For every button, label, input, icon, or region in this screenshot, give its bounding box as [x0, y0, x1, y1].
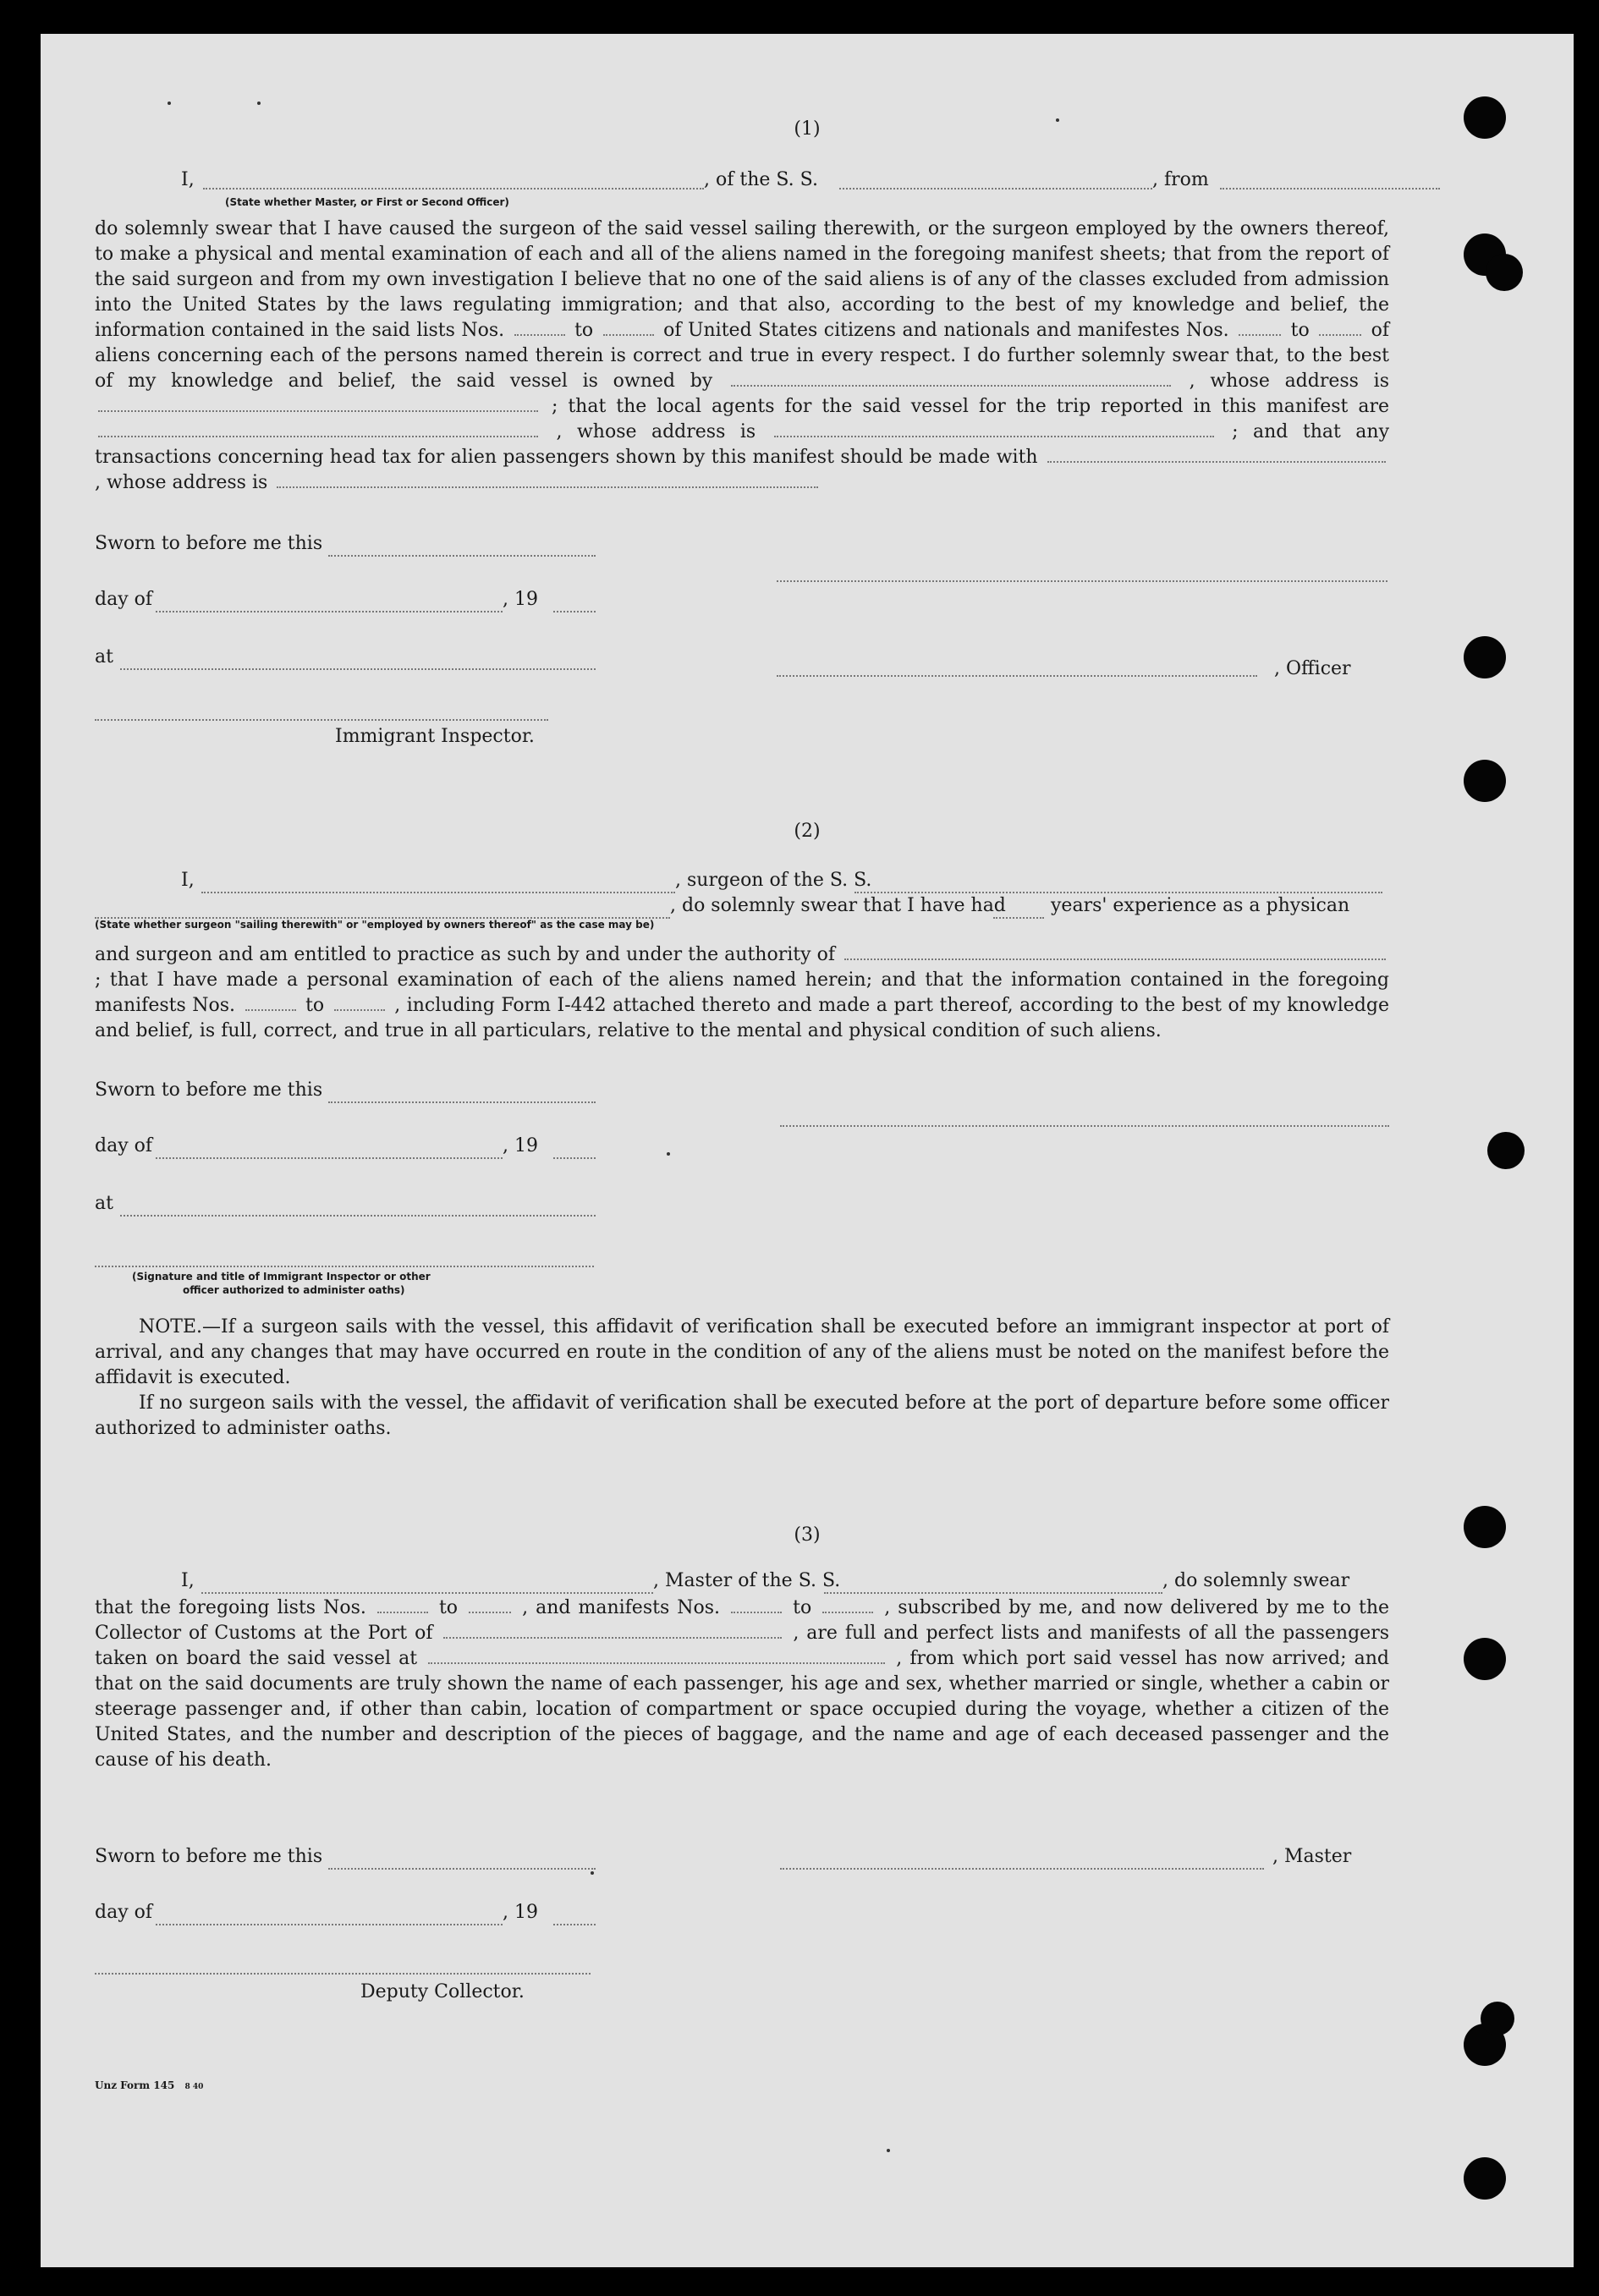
- port-field[interactable]: [443, 1637, 782, 1639]
- year-field-2[interactable]: [553, 1157, 596, 1159]
- master-name-field[interactable]: [201, 1592, 653, 1594]
- authority-text: and surgeon and am entitled to practice as such by and under the authority of: [95, 944, 835, 965]
- master-of-ss-label: , Master of the S. S.: [653, 1570, 841, 1591]
- officer-signature-line-2[interactable]: [777, 675, 1257, 677]
- from-port-field[interactable]: [1220, 188, 1440, 190]
- inspector-signature-line-2[interactable]: [95, 1266, 594, 1267]
- section-2-i: I,: [181, 870, 195, 891]
- section-2-oath-text: [95, 942, 1389, 1044]
- binder-hole: [1464, 1638, 1506, 1680]
- master-signature-line[interactable]: [780, 1868, 1264, 1870]
- section-1-oath-text: [95, 217, 1389, 496]
- signature-note-line-2: officer authorized to administer oaths): [183, 1284, 405, 1296]
- immigrant-inspector-label: Immigrant Inspector.: [335, 726, 535, 747]
- inspector-signature-line[interactable]: [95, 719, 548, 721]
- day-of-label-3: day of: [95, 1902, 153, 1923]
- binder-hole: [1486, 254, 1523, 291]
- sworn-date-field-1[interactable]: [328, 555, 596, 557]
- agents-address-field[interactable]: [774, 436, 1214, 437]
- paper-speck: [257, 102, 261, 105]
- year-field-3[interactable]: [553, 1924, 596, 1925]
- form-id: Unz Form 145: [95, 2079, 175, 2091]
- note-text: NOTE.—If a surgeon sails with the vessel, this affidavit of verification shall be executed before an immigrant inspector at port of arrival, and any changes that may have occurred en route in the condition of any of the aliens must be noted on the manifest before the affidavit is executed.: [95, 1316, 1389, 1388]
- officer-signature-line-1[interactable]: [777, 580, 1387, 582]
- master-label: , Master: [1272, 1846, 1352, 1867]
- master-ship-field[interactable]: [824, 1592, 1162, 1594]
- binder-hole: [1464, 1506, 1506, 1548]
- section-3-i: I,: [181, 1570, 195, 1591]
- local-agents-text: ; that the local agents for the said vessel for the trip reported in this manifest are: [551, 396, 1389, 417]
- to-label-1: to: [574, 320, 594, 341]
- manifests-to-field[interactable]: [1319, 334, 1361, 336]
- boarding-port-field[interactable]: [428, 1662, 885, 1664]
- passengers-text: , are full and perfect lists and manifests of all the passengers taken on board the said vessel at: [95, 1623, 1390, 1669]
- section-3-oath-text: [95, 1596, 1389, 1773]
- at-label-2: at: [95, 1193, 113, 1214]
- day-of-label-1: day of: [95, 589, 153, 610]
- binder-hole: [1487, 1132, 1525, 1169]
- day-of-label-2: day of: [95, 1135, 153, 1156]
- form-code: 8 40: [184, 2083, 204, 2091]
- binder-hole: [1464, 760, 1506, 802]
- sworn-label-2: Sworn to before me this: [95, 1079, 323, 1101]
- sworn-label-3: Sworn to before me this: [95, 1846, 323, 1867]
- semicolon: ;: [95, 969, 102, 991]
- note-paragraph: [95, 1315, 1389, 1442]
- to-label-3: to: [305, 995, 325, 1016]
- form-page: [41, 34, 1574, 2267]
- at-field-1[interactable]: [120, 668, 596, 670]
- form-i442-text: , including Form I-442 attached thereto and made a part thereof, according to the best of my knowledge and belief, is full, correct, and true in all particulars, relative to the mental and physical condition of such aliens.: [95, 995, 1389, 1041]
- surgeon-signature-line[interactable]: [780, 1125, 1389, 1127]
- from-label: , from: [1152, 169, 1209, 190]
- head-tax-address-label: whose address is: [107, 472, 268, 493]
- to-label-2: to: [1290, 320, 1310, 341]
- paper-speck: [1056, 118, 1059, 122]
- to-label-5: to: [793, 1597, 812, 1618]
- lists-to-field[interactable]: [603, 334, 654, 336]
- authority-field[interactable]: [844, 958, 1386, 960]
- section-3-number: (3): [794, 1524, 821, 1546]
- paper-speck: [168, 102, 171, 105]
- year-label-2: , 19: [503, 1135, 538, 1156]
- deputy-collector-label: Deputy Collector.: [360, 1981, 525, 2002]
- section-2-number: (2): [794, 821, 821, 842]
- head-tax-contact-field[interactable]: [1047, 461, 1386, 463]
- head-tax-text: ; and that any transactions concerning head tax for alien passengers shown by this manifest should be made with: [95, 421, 1390, 468]
- note-text-2: If no surgeon sails with the vessel, the affidavit of verification shall be executed before at the port of departure before some officer authorized to administer oaths.: [95, 1392, 1389, 1439]
- year-label-1: , 19: [503, 589, 538, 610]
- section-1-header-line: [95, 168, 1389, 218]
- manifests-from-field[interactable]: [1239, 334, 1281, 336]
- binder-hole: [1464, 2157, 1506, 2200]
- surgeon-of-ss-label: , surgeon of the S. S.: [675, 870, 872, 891]
- year-field-1[interactable]: [553, 611, 596, 612]
- signature-note-line-1: (Signature and title of Immigrant Inspector or other: [132, 1271, 431, 1283]
- oath-text-part-1b: of United States citizens and nationals and manifestes Nos.: [663, 320, 1229, 341]
- surgeon-name-field[interactable]: [201, 892, 675, 893]
- years-experience-label: years' experience as a physican: [1051, 895, 1350, 916]
- ship-name-field[interactable]: [839, 188, 1152, 190]
- head-tax-address-field[interactable]: [277, 486, 818, 488]
- day-of-field-3[interactable]: [156, 1924, 503, 1925]
- year-label-3: , 19: [503, 1902, 538, 1923]
- section-1-number: (1): [794, 118, 821, 140]
- agents-address-label: , whose address is: [556, 421, 756, 442]
- lists-to-field-3[interactable]: [469, 1612, 511, 1613]
- documents-text: , from which port said vessel has now arrived; and that on the said documents are truly shown the name of each passenger, his age and sex, whether married or single, whether a cabin or steerage passenger and, if other than cabin, location of compartment or space occupied during the voyage, whether a citizen of the United States, and the number and description of the pieces of baggage, and the name and age of each deceased passenger and the cause of his death.: [95, 1648, 1389, 1771]
- examination-text: that I have made a personal examination of each of the aliens named herein; and that the information contained in the foregoing manifests Nos.: [95, 969, 1390, 1016]
- local-agents-field[interactable]: [98, 436, 538, 437]
- manifests-from-field-2[interactable]: [245, 1009, 296, 1011]
- surgeon-ship-field[interactable]: [854, 892, 1382, 893]
- lists-text: that the foregoing lists Nos.: [95, 1597, 366, 1618]
- years-experience-field[interactable]: [993, 917, 1044, 919]
- paper-speck: [667, 1152, 670, 1156]
- lists-from-field[interactable]: [514, 334, 565, 336]
- paper-speck: [591, 1871, 594, 1875]
- paper-speck: [887, 2149, 890, 2152]
- lists-from-field-3[interactable]: [377, 1612, 428, 1613]
- swear-experience-label: , do solemnly swear that I have had: [670, 895, 1006, 916]
- owner-address-label: , whose address is: [1189, 371, 1389, 392]
- sworn-date-field-2[interactable]: [328, 1101, 596, 1103]
- sworn-label-1: Sworn to before me this: [95, 533, 323, 554]
- manifests-to-field-3[interactable]: [822, 1612, 873, 1613]
- officer-label: , Officer: [1274, 658, 1351, 679]
- section-1-i: I,: [181, 169, 195, 190]
- oath-text-part-2: of aliens concerning each of the persons named therein is correct and true in every respect. I do further solemnly swear that, to the best of my knowledge and belief, the said vessel is owned by: [95, 320, 1390, 392]
- do-solemnly-swear-label: , do solemnly swear: [1162, 1570, 1350, 1591]
- sworn-date-field-3[interactable]: [328, 1868, 596, 1870]
- oath-text-part-1: do solemnly swear that I have caused the surgeon of the said vessel sailing therewith, or the surgeon employed by the owners thereof, to make a physical and mental examination of each and all of the aliens named in the foregoing manifest sheets; that from the report of the said surgeon and from my own investigation I believe that no one of the said aliens is of any of the classes excluded from admission into the United States by the laws regulating immigration; and that also, according to the best of my knowledge and belief, the information contained in the said lists Nos.: [95, 218, 1389, 341]
- officer-rank-note: (State whether Master, or First or Second Officer): [225, 196, 509, 208]
- of-ss-label: , of the S. S.: [704, 169, 818, 190]
- day-of-field-2[interactable]: [156, 1157, 503, 1159]
- at-label-1: at: [95, 646, 113, 667]
- deputy-collector-signature-line[interactable]: [95, 1973, 591, 1975]
- owner-field[interactable]: [731, 385, 1171, 387]
- form-number: [95, 2079, 203, 2091]
- binder-hole: [1481, 2002, 1514, 2035]
- binder-hole: [1464, 636, 1506, 678]
- manifests-text: , and manifests Nos.: [522, 1597, 721, 1618]
- collector-text: , subscribed by me, and now delivered by me to the Collector of Customs at the Port of: [95, 1597, 1390, 1644]
- binder-hole: [1464, 96, 1506, 139]
- comma: ,: [95, 472, 101, 493]
- owner-address-field[interactable]: [98, 410, 538, 412]
- day-of-field-1[interactable]: [156, 611, 503, 612]
- manifests-to-field-2[interactable]: [334, 1009, 385, 1011]
- to-label-4: to: [438, 1597, 459, 1618]
- manifests-from-field-3[interactable]: [731, 1612, 782, 1613]
- at-field-2[interactable]: [120, 1215, 596, 1217]
- surgeon-status-note: (State whether surgeon "sailing therewith" or "employed by owners thereof" as the case may be): [95, 919, 655, 931]
